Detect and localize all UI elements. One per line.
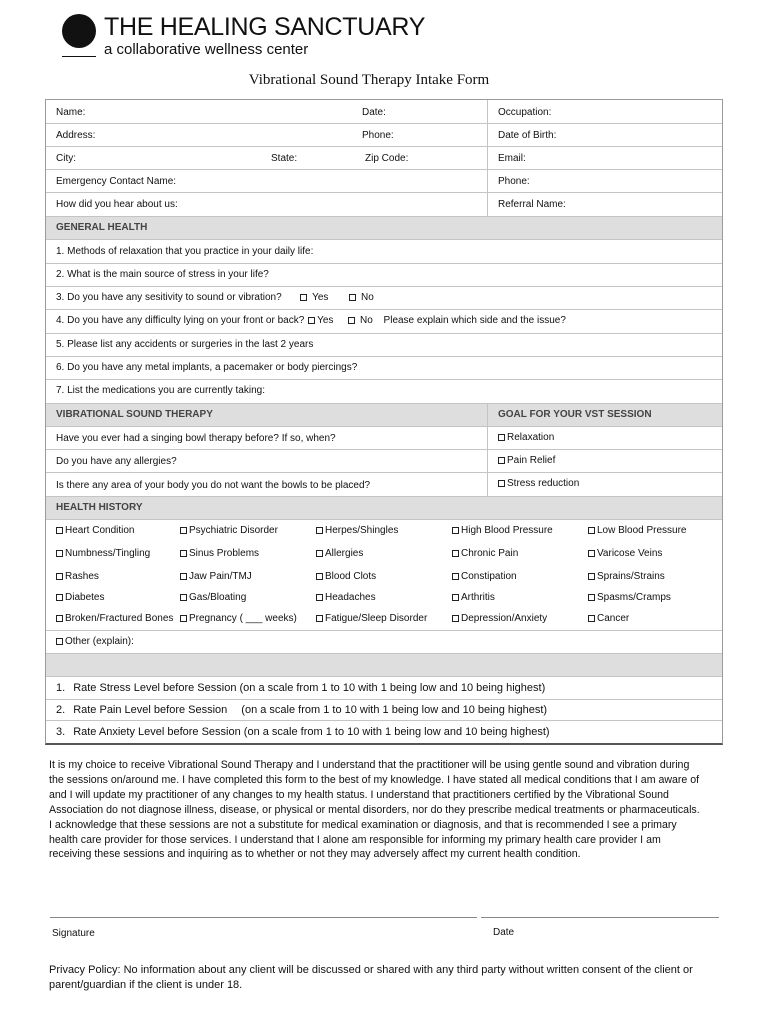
- phone-label: Phone:: [362, 130, 394, 141]
- consent-statement: It is my choice to receive Vibrational Sound Therapy and I understand that the practitioner will be using gentle sound and vibration during the sessions on/around me. I have completed this form to the best of my knowledge. I have stated all medical conditions that I am aware of and I will update my practitioner of any changes to my health status. I understand that practitioners certified by the Vibrational Sound Association do not diagnose illness, disease, or physical or mental disorders, nor do they prescribe medical treatments or pharmaceuticals. I acknowledge that these sessions are not a substitute for medical examination or diagnosis, and that is recommended I see a primary health care provider for those services. I understand that I alone am responsible for informing my primary health care provider I am receiving these sessions and inquiring as to whether or not they may adversely affect my current health condition.: [49, 759, 700, 861]
- hh-condition[interactable]: [316, 613, 427, 625]
- gh-question-3: 3. Do you have any sesitivity to sound or vibration? Yes No: [56, 292, 374, 303]
- hh-condition-label: Pregnancy ( ___ weeks): [189, 613, 297, 624]
- hh-condition-label: Rashes: [65, 571, 99, 582]
- dob-label: Date of Birth:: [498, 130, 557, 141]
- logo-underline: [62, 56, 96, 57]
- checkbox-icon[interactable]: [56, 573, 63, 580]
- hh-condition[interactable]: [56, 525, 134, 537]
- hh-condition[interactable]: [180, 571, 252, 583]
- hh-condition-label: Sprains/Strains: [597, 571, 665, 582]
- form-title: Vibrational Sound Therapy Intake Form: [248, 72, 490, 88]
- city-label: City:: [56, 153, 76, 164]
- q3-yes-option[interactable]: Yes: [300, 292, 328, 303]
- checkbox-icon[interactable]: [180, 615, 187, 622]
- hh-condition[interactable]: [316, 525, 398, 537]
- hh-condition[interactable]: [180, 613, 297, 625]
- health-history-heading: HEALTH HISTORY: [56, 502, 143, 513]
- checkbox-icon[interactable]: [452, 594, 459, 601]
- goal-stress-reduction[interactable]: Stress reduction: [498, 478, 579, 490]
- hh-condition-label: Diabetes: [65, 592, 105, 603]
- hh-condition-label: Heart Condition: [65, 525, 135, 536]
- gh-question-6: 6. Do you have any metal implants, a pacemaker or body piercings?: [56, 362, 358, 373]
- checkbox-icon[interactable]: [348, 317, 355, 324]
- general-health-heading: GENERAL HEALTH: [56, 222, 148, 233]
- vst-goal-heading: GOAL FOR YOUR VST SESSION: [498, 409, 652, 420]
- checkbox-icon[interactable]: [452, 550, 459, 557]
- checkbox-icon[interactable]: [316, 615, 323, 622]
- gh-question-1: 1. Methods of relaxation that you practice in your daily life:: [56, 246, 314, 257]
- hh-condition[interactable]: [588, 571, 665, 583]
- spacer-band: [46, 653, 722, 676]
- occupation-label: Occupation:: [498, 107, 552, 118]
- checkbox-icon[interactable]: [180, 550, 187, 557]
- health-history-header-band: [46, 496, 722, 519]
- hh-condition-label: Broken/Fractured Bones: [65, 613, 174, 624]
- signature-date-label: Date: [493, 927, 515, 938]
- hh-other[interactable]: Other (explain):: [56, 636, 134, 648]
- checkbox-icon[interactable]: [452, 573, 459, 580]
- hh-condition[interactable]: [316, 548, 363, 560]
- hh-condition-label: Psychiatric Disorder: [189, 525, 278, 536]
- hh-condition[interactable]: [180, 525, 278, 537]
- date-label: Date:: [362, 107, 386, 118]
- hh-condition[interactable]: [56, 613, 173, 625]
- checkbox-icon[interactable]: [56, 615, 63, 622]
- brand-name: THE HEALING SANCTUARY: [104, 13, 426, 41]
- q3-no-option[interactable]: No: [349, 292, 374, 303]
- gh-question-5: 5. Please list any accidents or surgeries in the last 2 years: [56, 339, 314, 350]
- checkbox-icon[interactable]: [56, 527, 63, 534]
- email-label: Email:: [498, 153, 526, 164]
- checkbox-icon[interactable]: [316, 550, 323, 557]
- rating-anxiety: 3. Rate Anxiety Level before Session (on a scale from 1 to 10 with 1 being low and 10 being highest): [56, 726, 550, 738]
- checkbox-icon[interactable]: [588, 594, 595, 601]
- checkbox-icon[interactable]: [588, 573, 595, 580]
- hh-condition-label: Allergies: [325, 548, 364, 559]
- hh-condition[interactable]: [56, 592, 104, 604]
- logo-mark: [62, 14, 96, 48]
- emergency-phone-label: Phone:: [498, 176, 530, 187]
- checkbox-icon[interactable]: [588, 527, 595, 534]
- checkbox-icon[interactable]: [452, 527, 459, 534]
- checkbox-icon[interactable]: [316, 527, 323, 534]
- hh-condition[interactable]: [316, 592, 376, 604]
- intake-form-table: [45, 99, 723, 745]
- checkbox-icon[interactable]: [180, 527, 187, 534]
- checkbox-icon[interactable]: [316, 573, 323, 580]
- hh-condition[interactable]: [452, 548, 518, 560]
- checkbox-icon[interactable]: [588, 550, 595, 557]
- hh-condition-label: Blood Clots: [325, 571, 377, 582]
- hh-condition[interactable]: [56, 571, 99, 583]
- rating-stress: 1. Rate Stress Level before Session (on a scale from 1 to 10 with 1 being low and 10 being highest): [56, 682, 546, 694]
- hh-condition[interactable]: [588, 613, 629, 625]
- gh-question-7: 7. List the medications you are currently taking:: [56, 385, 265, 396]
- vst-question-3: Is there any area of your body you do not want the bowls to be placed?: [56, 480, 371, 491]
- hh-condition-label: Numbness/Tingling: [65, 548, 151, 559]
- vst-question-1: Have you ever had a singing bowl therapy before? If so, when?: [56, 433, 336, 444]
- hh-condition[interactable]: [588, 592, 671, 604]
- checkbox-icon[interactable]: [56, 594, 63, 601]
- hh-condition[interactable]: [588, 525, 687, 537]
- hh-condition-label: Low Blood Pressure: [597, 525, 687, 536]
- hh-condition-label: Chronic Pain: [461, 548, 519, 559]
- checkbox-icon[interactable]: [498, 434, 505, 441]
- hh-condition[interactable]: [180, 592, 246, 604]
- hh-condition[interactable]: [452, 613, 547, 625]
- goal-pain-relief[interactable]: Pain Relief: [498, 455, 555, 467]
- zip-label: Zip Code:: [365, 153, 409, 164]
- hh-condition[interactable]: [452, 592, 495, 604]
- checkbox-icon[interactable]: [56, 638, 63, 645]
- checkbox-icon[interactable]: [56, 550, 63, 557]
- checkbox-icon[interactable]: [180, 594, 187, 601]
- hh-condition-label: Sinus Problems: [189, 548, 260, 559]
- hh-condition-label: Fatigue/Sleep Disorder: [325, 613, 428, 624]
- name-label: Name:: [56, 107, 86, 118]
- hh-condition-label: Constipation: [461, 571, 517, 582]
- hh-condition-label: Depression/Anxiety: [461, 613, 548, 624]
- q4-no-option[interactable]: No: [348, 315, 373, 326]
- checkbox-icon[interactable]: [498, 457, 505, 464]
- checkbox-icon[interactable]: [308, 317, 315, 324]
- signature-line[interactable]: [50, 917, 477, 918]
- gh-question-2: 2. What is the main source of stress in your life?: [56, 269, 269, 280]
- hh-condition-label: Varicose Veins: [597, 548, 663, 559]
- vst-heading: VIBRATIONAL SOUND THERAPY: [56, 409, 213, 420]
- signature-label: Signature: [52, 928, 95, 939]
- checkbox-icon[interactable]: [588, 615, 595, 622]
- q4-yes-option[interactable]: Yes: [308, 315, 333, 326]
- hh-condition-label: Arthritis: [461, 592, 495, 603]
- state-label: State:: [271, 153, 298, 164]
- hh-condition[interactable]: [316, 571, 376, 583]
- goal-relaxation[interactable]: Relaxation: [498, 432, 554, 444]
- rating-pain: 2. Rate Pain Level before Session (on a scale from 1 to 10 with 1 being low and 10 being highest): [56, 704, 548, 716]
- hh-condition[interactable]: [56, 548, 150, 560]
- gh-question-4: 4. Do you have any difficulty lying on your front or back? Yes No Please explain which side and the issue?: [56, 315, 566, 326]
- hh-condition-label: Headaches: [325, 592, 376, 603]
- checkbox-icon[interactable]: [498, 480, 505, 487]
- privacy-policy: Privacy Policy: No information about any client will be discussed or shared with any third party without written consent of the client or parent/guardian if the client is under 18.: [49, 964, 693, 991]
- emergency-contact-label: Emergency Contact Name:: [56, 176, 177, 187]
- hh-condition[interactable]: [588, 548, 662, 560]
- checkbox-icon[interactable]: [316, 594, 323, 601]
- referral-label: Referral Name:: [498, 199, 566, 210]
- hh-condition-label: Gas/Bloating: [189, 592, 247, 603]
- hh-condition[interactable]: [452, 571, 517, 583]
- hear-about-label: How did you hear about us:: [56, 199, 178, 210]
- checkbox-icon[interactable]: [180, 573, 187, 580]
- checkbox-icon[interactable]: [349, 294, 356, 301]
- general-health-header-band: [46, 216, 722, 239]
- checkbox-icon[interactable]: [452, 615, 459, 622]
- hh-condition-label: Jaw Pain/TMJ: [189, 571, 252, 582]
- date-line[interactable]: [481, 917, 719, 918]
- vst-question-2: Do you have any allergies?: [56, 456, 177, 467]
- brand-tagline: a collaborative wellness center: [104, 41, 309, 58]
- hh-condition-label: Cancer: [597, 613, 630, 624]
- checkbox-icon[interactable]: [300, 294, 307, 301]
- hh-condition-label: Spasms/Cramps: [597, 592, 671, 603]
- hh-condition-label: Herpes/Shingles: [325, 525, 399, 536]
- hh-condition[interactable]: [180, 548, 259, 560]
- address-label: Address:: [56, 130, 96, 141]
- hh-condition[interactable]: [452, 525, 553, 537]
- hh-condition-label: High Blood Pressure: [461, 525, 553, 536]
